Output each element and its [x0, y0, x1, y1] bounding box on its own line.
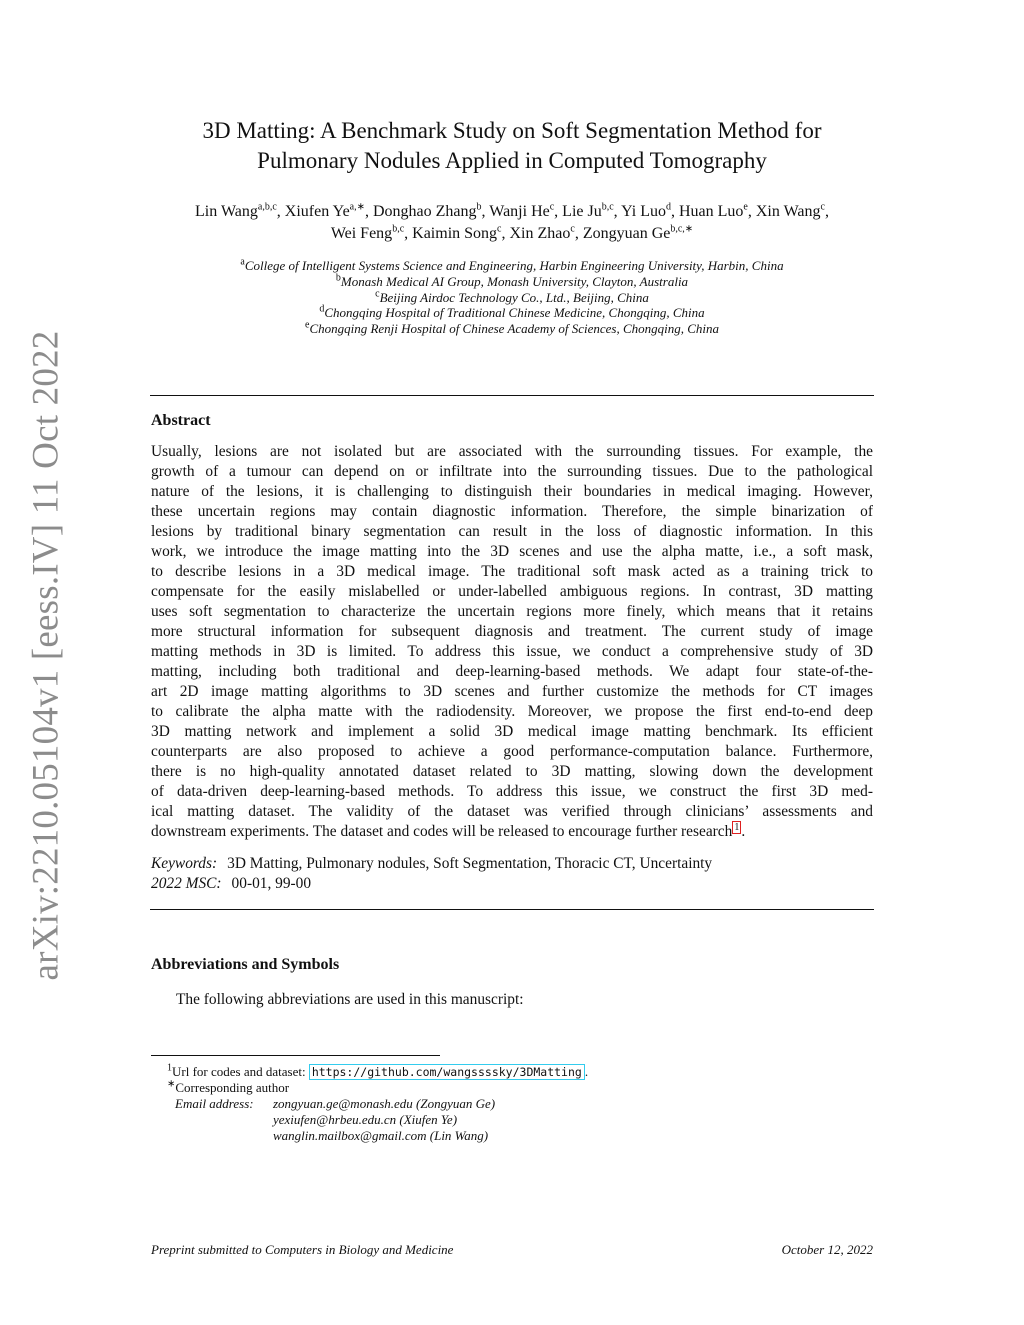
author-sup: e	[743, 201, 748, 213]
author-name: Zongyuan Ge	[582, 225, 671, 242]
author-name: Xin Wang	[755, 203, 821, 220]
affiliation-text: Chongqing Hospital of Traditional Chinese Medicine, Chongqing, China	[324, 305, 705, 321]
paper-title	[150, 116, 874, 176]
author-sup: b,c,∗	[670, 223, 694, 235]
footnote-rule	[151, 1055, 440, 1056]
author-sup: a,b,c	[257, 201, 277, 213]
abstract-end-period: .	[741, 823, 746, 840]
footer-journal: Preprint submitted to Computers in Biology and Medicine	[151, 1242, 454, 1257]
author-name: Lie Ju	[562, 203, 602, 220]
author-name: Donghao Zhang	[373, 203, 477, 220]
author-sup: c	[820, 201, 825, 213]
title-line-1: 3D Matting: A Benchmark Study on Soft Segmentation Method for	[202, 118, 822, 143]
abstract-top-rule	[150, 395, 874, 396]
footnote-url	[151, 1064, 873, 1080]
abstract-line: there is no high-quality annotated dataset related to 3D matting, slowing down the development	[151, 763, 873, 780]
arxiv-stamp-text: arXiv:2210.05104v1 [eess.IV] 11 Oct 2022	[25, 330, 67, 980]
affiliation-mark: a	[240, 256, 245, 268]
email-block	[151, 1096, 873, 1144]
affiliation-text: Monash Medical AI Group, Monash University, Clayton, Australia	[340, 273, 689, 289]
abstract-line: matting methods in 3D is limited. To address this issue, we conduct a comprehensive study of 3D	[151, 643, 873, 660]
author-name: Xiufen Ye	[284, 203, 350, 220]
author-sup: a,∗	[349, 201, 365, 213]
affiliation-list	[150, 258, 874, 337]
abstract-line-last	[151, 822, 873, 842]
affiliation	[150, 290, 874, 306]
abstract-line: growth of a tumour can depend on or infiltrate into the surrounding tissues. Due to the pathological	[151, 463, 873, 480]
abstract-last-text: downstream experiments. The dataset and codes will be released to encourage further research	[151, 823, 733, 840]
arxiv-stamp	[22, 330, 70, 980]
keywords-row	[151, 854, 873, 874]
email-entry[interactable]: wanglin.mailbox@gmail.com (Lin Wang)	[273, 1128, 489, 1143]
abstract-line: of data-driven deep-learning-based methods. To address this issue, we construct the first 3D med-	[151, 783, 873, 800]
author-sup: d	[665, 201, 671, 213]
abstract-body	[151, 442, 873, 842]
abstract-line: these uncertain regions may contain diagnostic information. Therefore, the simple binarization of	[151, 503, 873, 520]
affiliation	[150, 321, 874, 337]
abstract-bottom-rule	[150, 909, 874, 910]
keywords-value: 3D Matting, Pulmonary nodules, Soft Segmentation, Thoracic CT, Uncertainty	[227, 855, 713, 872]
author-sup: c	[549, 201, 555, 213]
abbreviations-intro: The following abbreviations are used in this manuscript:	[176, 991, 524, 1008]
author-line-2: Wei Feng$^{b,c}$, Kaimin Song$^c$, Xin Zhao$^c$, Zongyuan $Ge^{b,c,∗}$	[330, 223, 694, 242]
footnote-corresponding	[151, 1080, 873, 1096]
affiliation-text: College of Intelligent Systems Science and Engineering, Harbin Engineering University, Harbin, China	[244, 258, 784, 273]
affiliation	[150, 258, 874, 274]
abstract-line: work, we introduce the image matting into the 3D scenes and use the alpha matte, i.e., a soft mask,	[151, 543, 873, 560]
author-list	[150, 201, 874, 245]
abstract-line: to calibrate the alpha matte with the radiodensity. Moreover, we propose the first end-to-end deep	[151, 703, 873, 720]
author-name: Yi Luo	[621, 203, 666, 220]
author-sup: c	[497, 223, 502, 235]
author-name: Kaimin Song	[412, 225, 498, 242]
keywords-block	[151, 854, 873, 894]
abstract-line: 3D matting network and implement a solid 3D medical image matting benchmark. Its efficient	[151, 723, 873, 740]
author-sup: b,c	[601, 201, 614, 213]
author-sup: b,c	[392, 223, 405, 235]
abbreviations-heading: Abbreviations and Symbols	[151, 956, 340, 973]
affiliation-mark: d	[319, 304, 325, 316]
author-name: Lin Wang	[195, 203, 258, 220]
abstract-line: counterparts are also proposed to achieve a good performance-computation balance. Furthermore,	[151, 743, 873, 760]
email-entry[interactable]: zongyuan.ge@monash.edu (Zongyuan Ge)	[273, 1096, 496, 1111]
affiliation-text: Chongqing Renji Hospital of Chinese Academy of Sciences, Chongqing, China	[309, 321, 720, 337]
abstract-line: ical matting dataset. The validity of the dataset was verified through clinicians’ assessments and	[151, 803, 873, 820]
email-label: Email address:	[175, 1096, 254, 1111]
footnote-mark: 1	[167, 1062, 172, 1074]
abstract-line: art 2D image matting algorithms to 3D scenes and further customize the methods for CT images	[151, 683, 873, 700]
abstract-line: to describe lesions in a 3D medical image. The traditional soft mask acted as a training trick to	[151, 563, 873, 580]
author-name: Huan Luo	[678, 203, 744, 220]
abstract-line: uses soft segmentation to characterize the uncertain regions more finely, which means that it retains	[151, 603, 873, 620]
affiliation-mark: e	[304, 319, 310, 331]
msc-value: 00-01, 99-00	[231, 875, 312, 892]
footer-date: October 12, 2022	[781, 1242, 873, 1257]
corresponding-text: Corresponding author	[175, 1080, 290, 1095]
author-sup: b	[476, 201, 482, 213]
abstract-line: nature of the lesions, it is challenging to distinguish their boundaries in medical imaging. However,	[151, 483, 873, 500]
page-footer	[151, 1242, 873, 1258]
abstract-line: matting, including both traditional and deep-learning-based methods. We adapt four state-of-the-	[151, 663, 873, 680]
author-sup: c	[570, 223, 575, 235]
abstract-line: compensate for the easily mislabelled or under-labelled ambiguous regions. In contrast, 3D matting	[151, 583, 873, 600]
abstract-line: Usually, lesions are not isolated but are associated with the surrounding tissues. For example, the	[151, 443, 873, 460]
footnote-url-text: Url for codes and dataset:	[172, 1064, 309, 1079]
email-entry[interactable]: yexiufen@hrbeu.edu.cn (Xiufen Ye)	[273, 1112, 458, 1127]
affiliation-mark: c	[375, 288, 380, 300]
corresponding-mark: ∗	[167, 1078, 176, 1090]
email-list	[273, 1096, 495, 1144]
abstract-line: lesions by traditional binary segmentation can result in the loss of diagnostic information. In this	[151, 523, 873, 540]
author-name: Wanji He	[489, 203, 550, 220]
affiliation-mark: b	[335, 272, 341, 284]
abstract-line: more structural information for subsequent diagnosis and treatment. The current study of image	[151, 623, 873, 640]
msc-label: 2022 MSC:	[151, 875, 222, 892]
author-name: Wei Feng	[330, 225, 393, 242]
affiliation-text: Beijing Airdoc Technology Co., Ltd., Beijing, China	[379, 289, 649, 305]
affiliation	[150, 274, 874, 290]
footnotes	[151, 1064, 873, 1144]
affiliation	[150, 305, 874, 321]
footnote-url-end: .	[584, 1064, 589, 1079]
author-line-1: Lin Wang$^{a,b,c}$, Xiufen $Ye^{a,∗}$, Donghao Zhang$^b$, Wanji He$^c$, Lie Ju$^{b,c}$, Yi Luo$^d$, Huan Luo$^e$, Xin Wang$^c$,	[195, 201, 829, 220]
abstract-heading: Abstract	[151, 412, 211, 429]
msc-row	[151, 874, 873, 894]
github-url-link[interactable]: https://github.com/wangssssky/3DMatting	[309, 1064, 585, 1080]
author-name: Xin Zhao	[509, 225, 571, 242]
keywords-label: Keywords:	[151, 855, 218, 872]
footnote-1-link[interactable]: 1	[734, 821, 740, 833]
title-line-2: Pulmonary Nodules Applied in Computed Tomography	[257, 148, 767, 173]
